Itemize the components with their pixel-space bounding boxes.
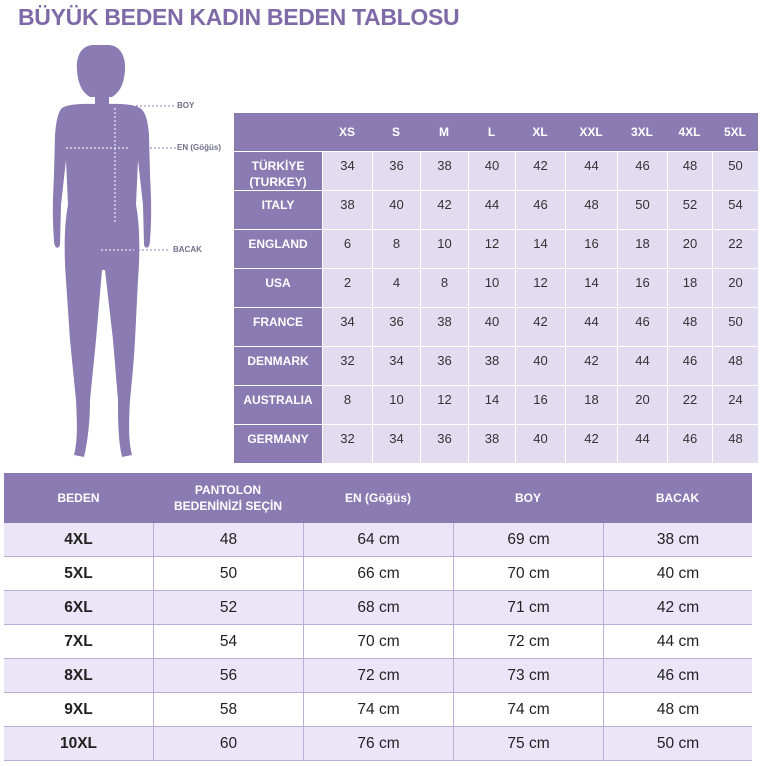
size-cell: 16 xyxy=(515,385,565,424)
size-cell: 42 xyxy=(565,346,617,385)
size-cell: 38 xyxy=(420,307,468,346)
country-label: ENGLAND xyxy=(234,229,322,268)
beden-cell: 6XL xyxy=(4,591,153,625)
size-cell: 40 xyxy=(468,307,515,346)
size-cell: 18 xyxy=(565,385,617,424)
size-cell: 20 xyxy=(712,268,758,307)
size-cell: 36 xyxy=(372,307,420,346)
size-cell: 34 xyxy=(322,307,372,346)
size-cell: 40 xyxy=(515,424,565,463)
bacak-label: BACAK xyxy=(173,245,202,254)
size-header: S xyxy=(372,113,420,151)
size-cell: 50 xyxy=(712,151,758,190)
size-cell: 48 xyxy=(712,424,758,463)
size-cell: 18 xyxy=(667,268,712,307)
country-row xyxy=(234,268,758,307)
size-cell: 38 xyxy=(468,424,515,463)
size-cell: 4 xyxy=(372,268,420,307)
size-cell: 40 xyxy=(515,346,565,385)
country-row xyxy=(234,424,758,463)
size-header: 4XL xyxy=(667,113,712,151)
size-cell: 20 xyxy=(617,385,667,424)
size-header: L xyxy=(468,113,515,151)
country-row xyxy=(234,385,758,424)
size-cell: 34 xyxy=(322,151,372,190)
bacak-cell: 40 cm xyxy=(603,557,752,591)
size-cell: 24 xyxy=(712,385,758,424)
bacak-cell: 42 cm xyxy=(603,591,752,625)
size-cell: 36 xyxy=(420,346,468,385)
size-cell: 42 xyxy=(515,307,565,346)
size-cell: 8 xyxy=(372,229,420,268)
country-row xyxy=(234,229,758,268)
country-label: AUSTRALIA xyxy=(234,385,322,424)
size-cell: 10 xyxy=(468,268,515,307)
en-cell: 72 cm xyxy=(303,659,453,693)
woman-silhouette-figure xyxy=(0,40,240,470)
country-label: GERMANY xyxy=(234,424,322,463)
size-cell: 16 xyxy=(565,229,617,268)
en-cell: 76 cm xyxy=(303,727,453,761)
size-cell: 40 xyxy=(372,190,420,229)
beden-cell: 7XL xyxy=(4,625,153,659)
measurement-row xyxy=(4,659,752,693)
size-cell: 8 xyxy=(322,385,372,424)
size-cell: 12 xyxy=(468,229,515,268)
size-header: M xyxy=(420,113,468,151)
corner-cell xyxy=(234,113,322,151)
boy-cell: 72 cm xyxy=(453,625,603,659)
international-size-table xyxy=(234,113,758,463)
boy-cell: 70 cm xyxy=(453,557,603,591)
bacak-cell: 48 cm xyxy=(603,693,752,727)
size-cell: 38 xyxy=(322,190,372,229)
size-cell: 48 xyxy=(667,307,712,346)
beden-cell: 10XL xyxy=(4,727,153,761)
page-title: BÜYÜK BEDEN KADIN BEDEN TABLOSU xyxy=(18,4,460,30)
size-cell: 48 xyxy=(565,190,617,229)
measurement-row xyxy=(4,557,752,591)
size-cell: 46 xyxy=(667,424,712,463)
country-row xyxy=(234,151,758,190)
size-cell: 36 xyxy=(372,151,420,190)
country-label: USA xyxy=(234,268,322,307)
boy-cell: 71 cm xyxy=(453,591,603,625)
size-header: XXL xyxy=(565,113,617,151)
boy-label: BOY xyxy=(177,101,195,110)
country-label: TÜRKİYE (TURKEY) xyxy=(234,151,322,190)
measurement-header-row xyxy=(4,473,752,523)
size-cell: 6 xyxy=(322,229,372,268)
bacak-cell: 46 cm xyxy=(603,659,752,693)
beden-cell: 8XL xyxy=(4,659,153,693)
en-cell: 64 cm xyxy=(303,523,453,557)
size-cell: 42 xyxy=(515,151,565,190)
size-cell: 42 xyxy=(565,424,617,463)
pantolon-cell: 48 xyxy=(153,523,303,557)
size-cell: 48 xyxy=(712,346,758,385)
pantolon-cell: 54 xyxy=(153,625,303,659)
size-cell: 14 xyxy=(515,229,565,268)
size-cell: 22 xyxy=(667,385,712,424)
size-cell: 20 xyxy=(667,229,712,268)
country-row xyxy=(234,190,758,229)
pantolon-header: PANTOLON BEDENİNİZİ SEÇİN xyxy=(153,473,303,523)
pantolon-cell: 58 xyxy=(153,693,303,727)
pantolon-cell: 50 xyxy=(153,557,303,591)
size-cell: 36 xyxy=(420,424,468,463)
size-cell: 48 xyxy=(667,151,712,190)
beden-header: BEDEN xyxy=(4,473,153,523)
size-cell: 44 xyxy=(617,424,667,463)
measurement-row xyxy=(4,727,752,761)
size-cell: 40 xyxy=(468,151,515,190)
size-header-row xyxy=(234,113,758,151)
en-label: EN (Göğüs) xyxy=(177,143,221,152)
size-cell: 32 xyxy=(322,424,372,463)
size-cell: 10 xyxy=(420,229,468,268)
size-cell: 46 xyxy=(617,307,667,346)
size-cell: 18 xyxy=(617,229,667,268)
size-cell: 46 xyxy=(617,151,667,190)
pantolon-cell: 56 xyxy=(153,659,303,693)
size-header: 5XL xyxy=(712,113,758,151)
size-cell: 38 xyxy=(468,346,515,385)
size-cell: 16 xyxy=(617,268,667,307)
size-cell: 8 xyxy=(420,268,468,307)
size-cell: 14 xyxy=(468,385,515,424)
en-cell: 66 cm xyxy=(303,557,453,591)
size-cell: 14 xyxy=(565,268,617,307)
bacak-header: BACAK xyxy=(603,473,752,523)
country-row xyxy=(234,307,758,346)
en-cell: 68 cm xyxy=(303,591,453,625)
country-row xyxy=(234,346,758,385)
country-label: ITALY xyxy=(234,190,322,229)
size-cell: 12 xyxy=(420,385,468,424)
size-cell: 44 xyxy=(565,307,617,346)
size-cell: 34 xyxy=(372,424,420,463)
size-cell: 44 xyxy=(468,190,515,229)
beden-cell: 9XL xyxy=(4,693,153,727)
size-cell: 52 xyxy=(667,190,712,229)
country-label: FRANCE xyxy=(234,307,322,346)
size-cell: 44 xyxy=(617,346,667,385)
country-label: DENMARK xyxy=(234,346,322,385)
size-cell: 46 xyxy=(667,346,712,385)
measurement-table xyxy=(4,473,752,761)
boy-cell: 75 cm xyxy=(453,727,603,761)
bacak-cell: 50 cm xyxy=(603,727,752,761)
boy-cell: 69 cm xyxy=(453,523,603,557)
size-cell: 42 xyxy=(420,190,468,229)
boy-cell: 74 cm xyxy=(453,693,603,727)
silhouette-shape xyxy=(53,45,151,457)
en-cell: 70 cm xyxy=(303,625,453,659)
measurement-row xyxy=(4,523,752,557)
en-header: EN (Göğüs) xyxy=(303,473,453,523)
size-cell: 38 xyxy=(420,151,468,190)
measurement-row xyxy=(4,693,752,727)
size-cell: 50 xyxy=(712,307,758,346)
size-cell: 34 xyxy=(372,346,420,385)
bacak-cell: 44 cm xyxy=(603,625,752,659)
size-cell: 10 xyxy=(372,385,420,424)
size-cell: 22 xyxy=(712,229,758,268)
size-cell: 54 xyxy=(712,190,758,229)
boy-header: BOY xyxy=(453,473,603,523)
pantolon-cell: 60 xyxy=(153,727,303,761)
size-header: XL xyxy=(515,113,565,151)
size-cell: 50 xyxy=(617,190,667,229)
size-cell: 2 xyxy=(322,268,372,307)
measurement-row xyxy=(4,591,752,625)
size-cell: 44 xyxy=(565,151,617,190)
size-cell: 46 xyxy=(515,190,565,229)
beden-cell: 5XL xyxy=(4,557,153,591)
size-cell: 12 xyxy=(515,268,565,307)
bacak-cell: 38 cm xyxy=(603,523,752,557)
size-header: 3XL xyxy=(617,113,667,151)
boy-cell: 73 cm xyxy=(453,659,603,693)
size-cell: 32 xyxy=(322,346,372,385)
pantolon-cell: 52 xyxy=(153,591,303,625)
size-header: XS xyxy=(322,113,372,151)
en-cell: 74 cm xyxy=(303,693,453,727)
beden-cell: 4XL xyxy=(4,523,153,557)
measurement-row xyxy=(4,625,752,659)
